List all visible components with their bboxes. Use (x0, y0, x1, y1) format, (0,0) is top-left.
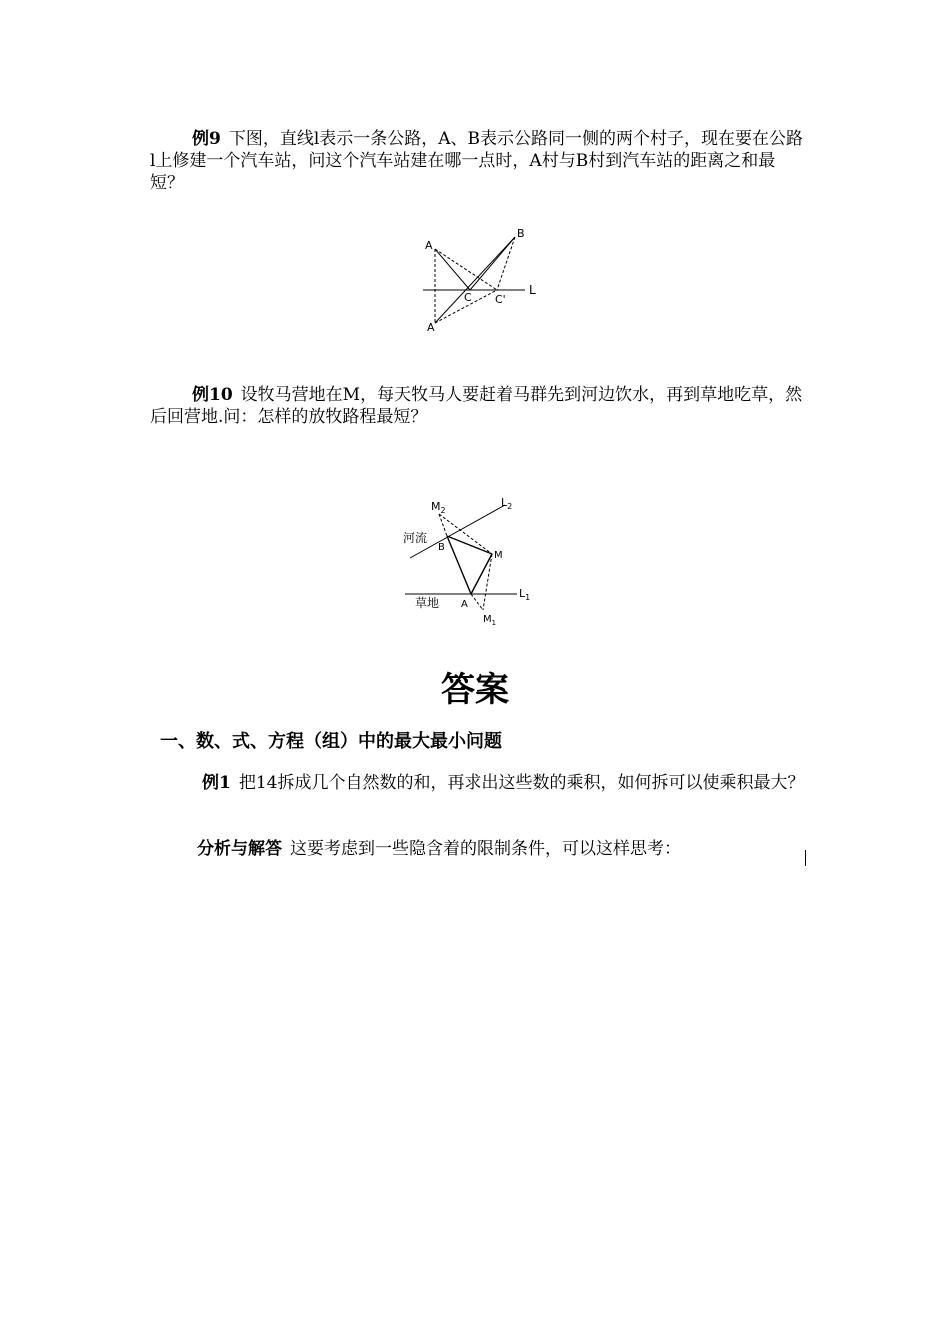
fig2-label-grass: 草地 (415, 596, 440, 610)
fig2-label-m2: $M_2$ (431, 500, 446, 515)
analysis-text: 这要考虑到一些隐含着的限制条件，可以这样思考： (290, 839, 681, 859)
fig2-label-l1: $L_1$ (519, 587, 531, 602)
fig1-label-a-reflect: A (427, 321, 435, 334)
dashed-m2-m (439, 514, 492, 554)
section1-title: 一、数、式、方程（组）中的最大最小问题 (160, 731, 502, 752)
segment-c-b (470, 237, 515, 290)
fig1-label-l: L (529, 283, 536, 297)
example1-label: 例1 (202, 773, 231, 793)
fig2-label-a: A (461, 599, 468, 610)
fig2-label-m1: $M_1$ (483, 614, 497, 627)
example10-paragraph (150, 384, 805, 428)
text-cursor (805, 850, 806, 866)
fig1-label-c-prime: C' (495, 293, 506, 306)
figure-herding-route (395, 490, 545, 630)
example1-text: 把14拆成几个自然数的和，再求出这些数的乘积，如何拆可以使乘积最大？ (238, 773, 805, 793)
dashed-a-m1 (471, 594, 483, 610)
fig2-label-l2: $L_2$ (501, 496, 513, 511)
analysis-label: 分析与解答 (197, 839, 282, 859)
example9-label: 例9 (192, 129, 221, 149)
segment-b-cprime (497, 237, 515, 290)
example10-label: 例10 (192, 385, 233, 405)
analysis-paragraph (197, 838, 807, 860)
fig1-label-a: A (425, 239, 433, 252)
segment-a-c (435, 249, 470, 290)
fig1-label-b: B (517, 227, 525, 240)
fig2-label-river: 河流 (403, 531, 428, 545)
segment-areflect-b (435, 237, 515, 323)
example9-paragraph (150, 128, 805, 194)
figure-shortest-path-road (415, 225, 545, 335)
example1-paragraph (160, 772, 805, 794)
example9-text: 下图，直线l表示一条公路，A、B表示公路同一侧的两个村子，现在要在公路l上修建一个汽车站，问这个汽车站建在哪一点时，A村与B村到汽车站的距离之和最短？ (150, 129, 804, 193)
fig2-label-m: M (494, 550, 503, 561)
fig2-label-b: B (438, 542, 445, 553)
fig1-label-c: C (464, 291, 472, 304)
example10-text: 设牧马营地在M，每天牧马人要赶着马群先到河边饮水，再到草地吃草，然后回营地.问：怎样的放牧路程最短？ (150, 385, 803, 427)
answer-title: 答案 (441, 670, 509, 710)
